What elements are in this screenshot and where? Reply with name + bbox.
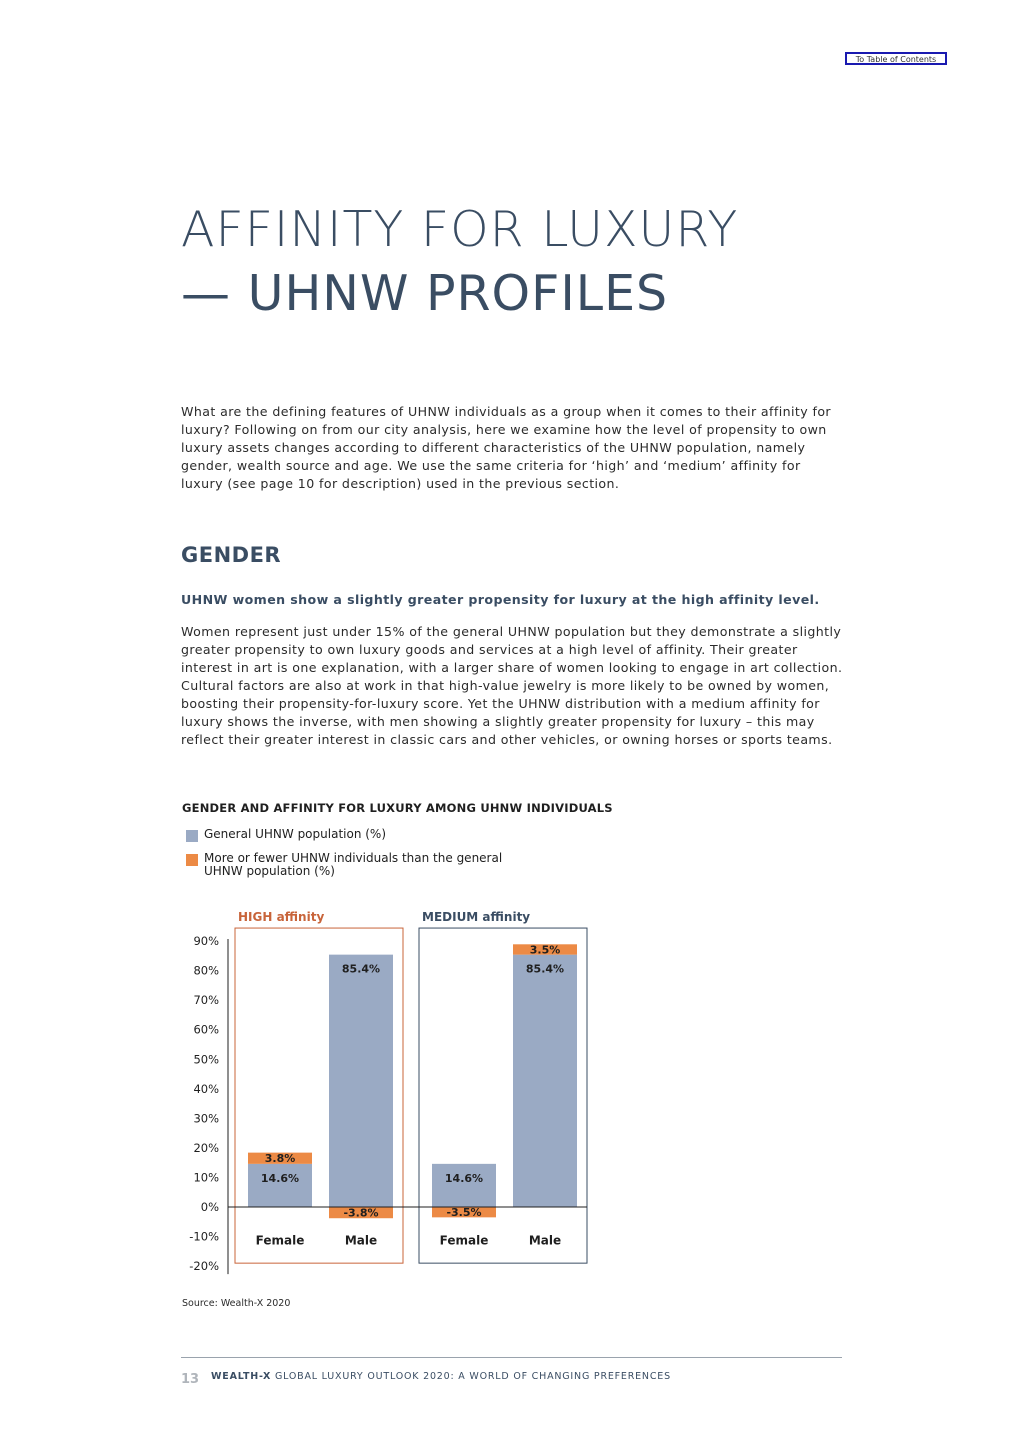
bar-general	[248, 1164, 312, 1207]
y-tick-label: 50%	[193, 1052, 219, 1067]
y-tick-label: -10%	[189, 1229, 219, 1244]
page-title-line2: — UHNW PROFILES	[181, 265, 669, 322]
y-tick-label: 30%	[193, 1111, 219, 1126]
legend-swatch-difference	[186, 854, 198, 866]
bar-general	[329, 955, 393, 1207]
gender-affinity-chart	[175, 900, 605, 1285]
y-tick-label: 40%	[193, 1081, 219, 1096]
page-title	[181, 198, 881, 326]
legend-swatch-general	[186, 830, 198, 842]
group-label: HIGH affinity	[238, 910, 325, 925]
footer-brand: WEALTH-X	[211, 1371, 272, 1382]
footer-publication-title	[211, 1371, 671, 1382]
category-label: Male	[528, 1233, 562, 1248]
category-label: Female	[255, 1233, 305, 1248]
table-of-contents-link[interactable]: To Table of Contents	[845, 52, 947, 65]
intro-paragraph: What are the defining features of UHNW individuals as a group when it comes to their affinity for luxury? Following on from our city analysis, here we examine how the level of propensity to own luxury assets changes according to different characteristics of the UHNW population, namely gender, wealth source and age. We use the same criteria for ‘high’ and ‘medium’ affinity for luxury (see page 10 for description) used in the previous section.	[181, 404, 832, 491]
legend-label-difference-line1: More or fewer UHNW individuals than the general	[204, 851, 503, 865]
y-tick-label: 80%	[193, 963, 219, 978]
group-label: MEDIUM affinity	[422, 910, 531, 925]
y-tick-label: 20%	[193, 1140, 219, 1155]
data-label-general: 85.4%	[341, 962, 381, 976]
data-label-difference: -3.5%	[446, 1206, 482, 1220]
chart-source: Source: Wealth-X 2020	[182, 1298, 291, 1309]
category-label: Male	[344, 1233, 378, 1248]
section-body: Women represent just under 15% of the general UHNW population but they demonstrate a slightly greater propensity to own luxury goods and services at a high level of affinity. Their greater interest in art is one explanation, with a larger share of women looking to engage in art collection. Cultural factors are also at work in that high-value jewelry is more likely to be owned by women, boosting their propensity-for-luxury score. Yet the UHNW distribution with a medium affinity for luxury shows the inverse, with men showing a slightly greater propensity for luxury – this may reflect their greater interest in classic cars and other vehicles, or owning horses or sports teams.	[181, 624, 843, 747]
page-number: 13	[181, 1372, 200, 1387]
y-tick-label: 70%	[193, 993, 219, 1008]
page-title-line1: AFFINITY FOR LUXURY	[181, 201, 739, 258]
y-tick-label: 90%	[193, 934, 219, 949]
y-tick-label: 0%	[200, 1200, 219, 1214]
y-tick-label: 60%	[193, 1022, 219, 1037]
y-tick-label: -20%	[189, 1259, 219, 1274]
data-label-difference: 3.8%	[264, 1152, 296, 1166]
bar-general	[513, 955, 577, 1207]
data-label-general: 14.6%	[260, 1171, 300, 1185]
data-label-general: 14.6%	[444, 1171, 484, 1185]
data-label-difference: 3.5%	[529, 943, 561, 957]
legend-label-general: General UHNW population (%)	[204, 827, 387, 841]
bar-general	[432, 1164, 496, 1207]
category-label: Female	[439, 1233, 489, 1248]
legend-label-difference-line2: UHNW population (%)	[204, 864, 335, 878]
section-lead: UHNW women show a slightly greater propensity for luxury at the high affinity level.	[181, 592, 820, 607]
section-heading: GENDER	[181, 543, 282, 567]
data-label-general: 85.4%	[525, 962, 565, 976]
y-tick-label: 10%	[193, 1170, 219, 1185]
data-label-difference: -3.8%	[343, 1206, 379, 1220]
chart-title: GENDER AND AFFINITY FOR LUXURY AMONG UHNW INDIVIDUALS	[182, 801, 613, 815]
footer-title-text: GLOBAL LUXURY OUTLOOK 2020: A WORLD OF CHANGING PREFERENCES	[271, 1371, 671, 1382]
footer-divider	[181, 1357, 842, 1358]
legend-label-difference	[204, 852, 564, 878]
